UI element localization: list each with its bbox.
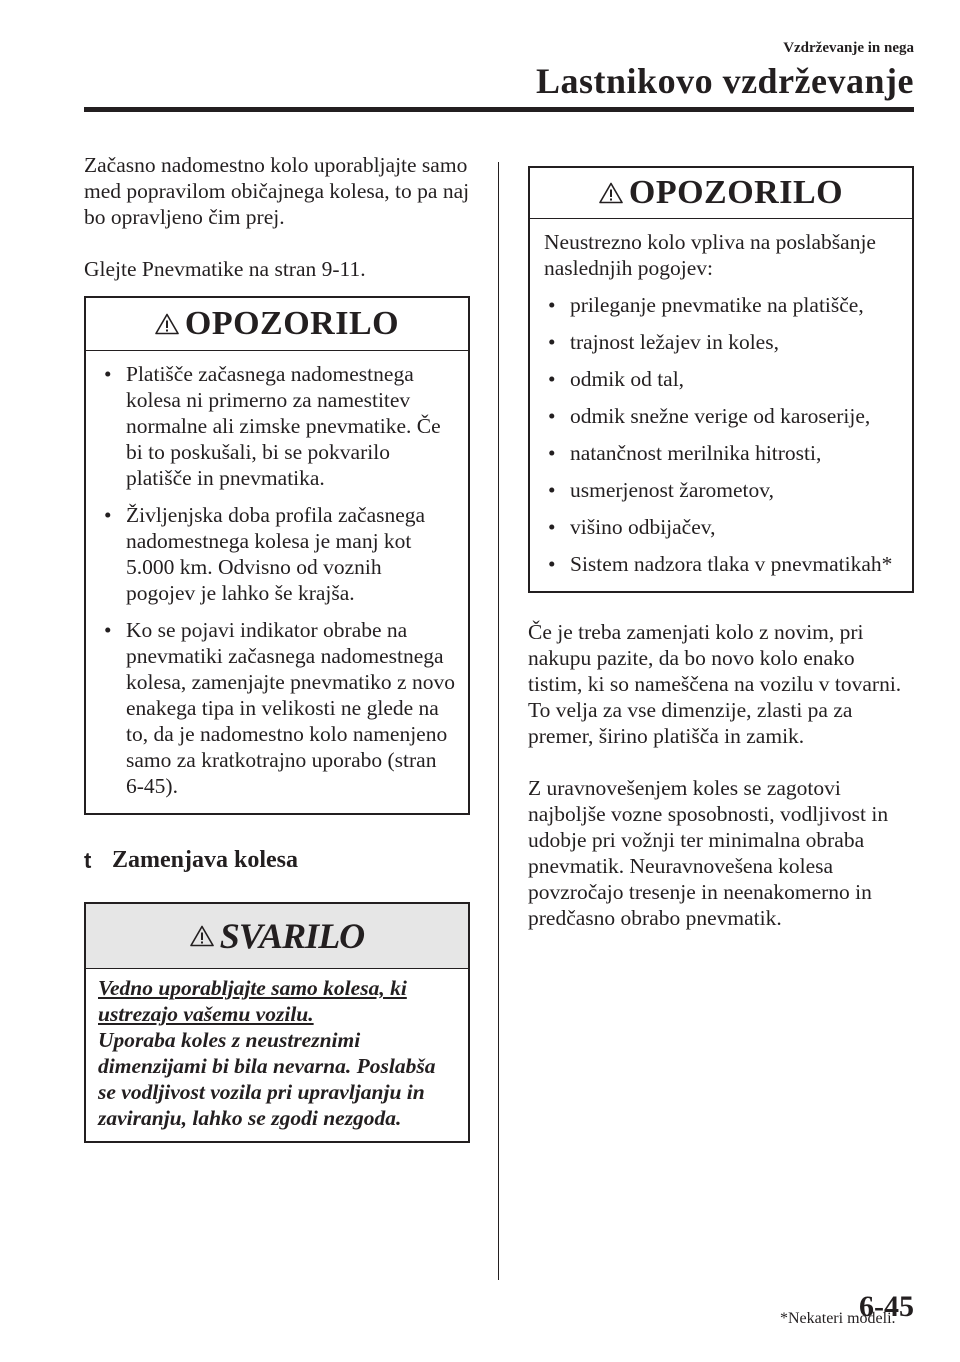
list-item: • odmik snežne verige od karoserije, bbox=[548, 404, 871, 428]
list-item: • prileganje pnevmatike na platišče, bbox=[548, 293, 864, 317]
warning-triangle-icon bbox=[599, 182, 623, 204]
list-item: • odmik od tal, bbox=[548, 367, 685, 391]
chapter-title: Lastnikovo vzdrževanje bbox=[536, 61, 914, 101]
warning-list bbox=[100, 361, 456, 799]
footnote: *Nekateri modeli. bbox=[780, 1310, 896, 1327]
warning-intro: Neustrezno kolo vpliva na poslabšanje naslednjih pogojev: bbox=[544, 230, 876, 280]
page-number: 6-45 bbox=[859, 1290, 914, 1323]
section-marker: t bbox=[84, 847, 92, 873]
list-item: • Sistem nadzora tlaka v pnevmatikah* bbox=[548, 552, 893, 576]
warning-box-1 bbox=[84, 296, 470, 815]
paragraph-wheel-balancing: Z uravnovešenjem koles se zagotovi najboljše vozne sposobnosti, vodljivost in udobje pri vožnji ter minimalna obraba pnevmatik. Neuravnovešena kolesa povzročajo tresenje in neenakomerno in predčasno obrabo pnevmatik. bbox=[528, 776, 889, 930]
caution-text: Uporaba koles z neustreznimi dimenzijami bi bila nevarna. Poslabša se vodljivost vozila pri upravljanju in zaviranju, lahko se zgodi nezgoda. bbox=[98, 1028, 436, 1130]
warning-title: OPOZORILO bbox=[628, 174, 844, 211]
warning-triangle-icon bbox=[190, 925, 214, 947]
list-item: • višino odbijačev, bbox=[548, 515, 716, 539]
caution-lead: Vedno uporabljajte samo kolesa, ki ustrezajo vašemu vozilu. bbox=[98, 976, 407, 1026]
warning-triangle-icon bbox=[155, 313, 179, 335]
list-item: • Ko se pojavi indikator obrabe na pnevmatiki začasnega nadomestnega kolesa, zamenjajte pnevmatiko z novo enakega tipa in velikosti ne glede na to, da je nadomestno kolo namenjeno samo za kratkotrajno uporabo (stran 6-45). bbox=[104, 618, 455, 798]
warning-header bbox=[86, 298, 468, 351]
column-divider bbox=[498, 162, 499, 1280]
list-item: • Življenjska doba profila začasnega nadomestnega kolesa je manj kot 5.000 km. Odvisno od voznih pogojev je lahko še krajša. bbox=[104, 503, 426, 605]
caution-box bbox=[84, 902, 470, 1143]
warning-title: OPOZORILO bbox=[184, 305, 400, 342]
list-item: • usmerjenost žarometov, bbox=[548, 478, 774, 502]
paragraph-wheel-replacement: Če je treba zamenjati kolo z novim, pri nakupu pazite, da bo novo kolo enako tistim, ki so nameščena na vozilu v tovarni. To velja za vse dimenzije, zlasti pa za premer, širino platišča in zamik. bbox=[528, 620, 902, 748]
section-heading bbox=[84, 847, 470, 874]
left-column bbox=[84, 152, 470, 1143]
header-rule bbox=[84, 107, 914, 112]
warning-box-2 bbox=[528, 166, 914, 593]
right-column bbox=[528, 166, 914, 931]
see-reference: Glejte Pnevmatike na stran 9-11. bbox=[84, 257, 366, 281]
warning-list bbox=[544, 292, 900, 577]
list-item: • Platišče začasnega nadomestnega kolesa ni primerno za namestitev normalne ali zimske pnevmatike. Če bi to poskušali, bi se pokvarilo platišče in pnevmatika. bbox=[104, 362, 441, 490]
caution-header bbox=[86, 904, 468, 969]
list-item: • natančnost merilnika hitrosti, bbox=[548, 441, 822, 465]
list-item: • trajnost ležajev in koles, bbox=[548, 330, 779, 354]
warning-header bbox=[530, 168, 912, 219]
section-label: Vzdrževanje in nega bbox=[783, 40, 914, 56]
intro-paragraph: Začasno nadomestno kolo uporabljajte samo med popravilom običajnega kolesa, to pa naj bo opravljeno čim prej. bbox=[84, 153, 470, 229]
caution-title: SVARILO bbox=[219, 916, 365, 956]
section-title: Zamenjava kolesa bbox=[112, 847, 298, 873]
